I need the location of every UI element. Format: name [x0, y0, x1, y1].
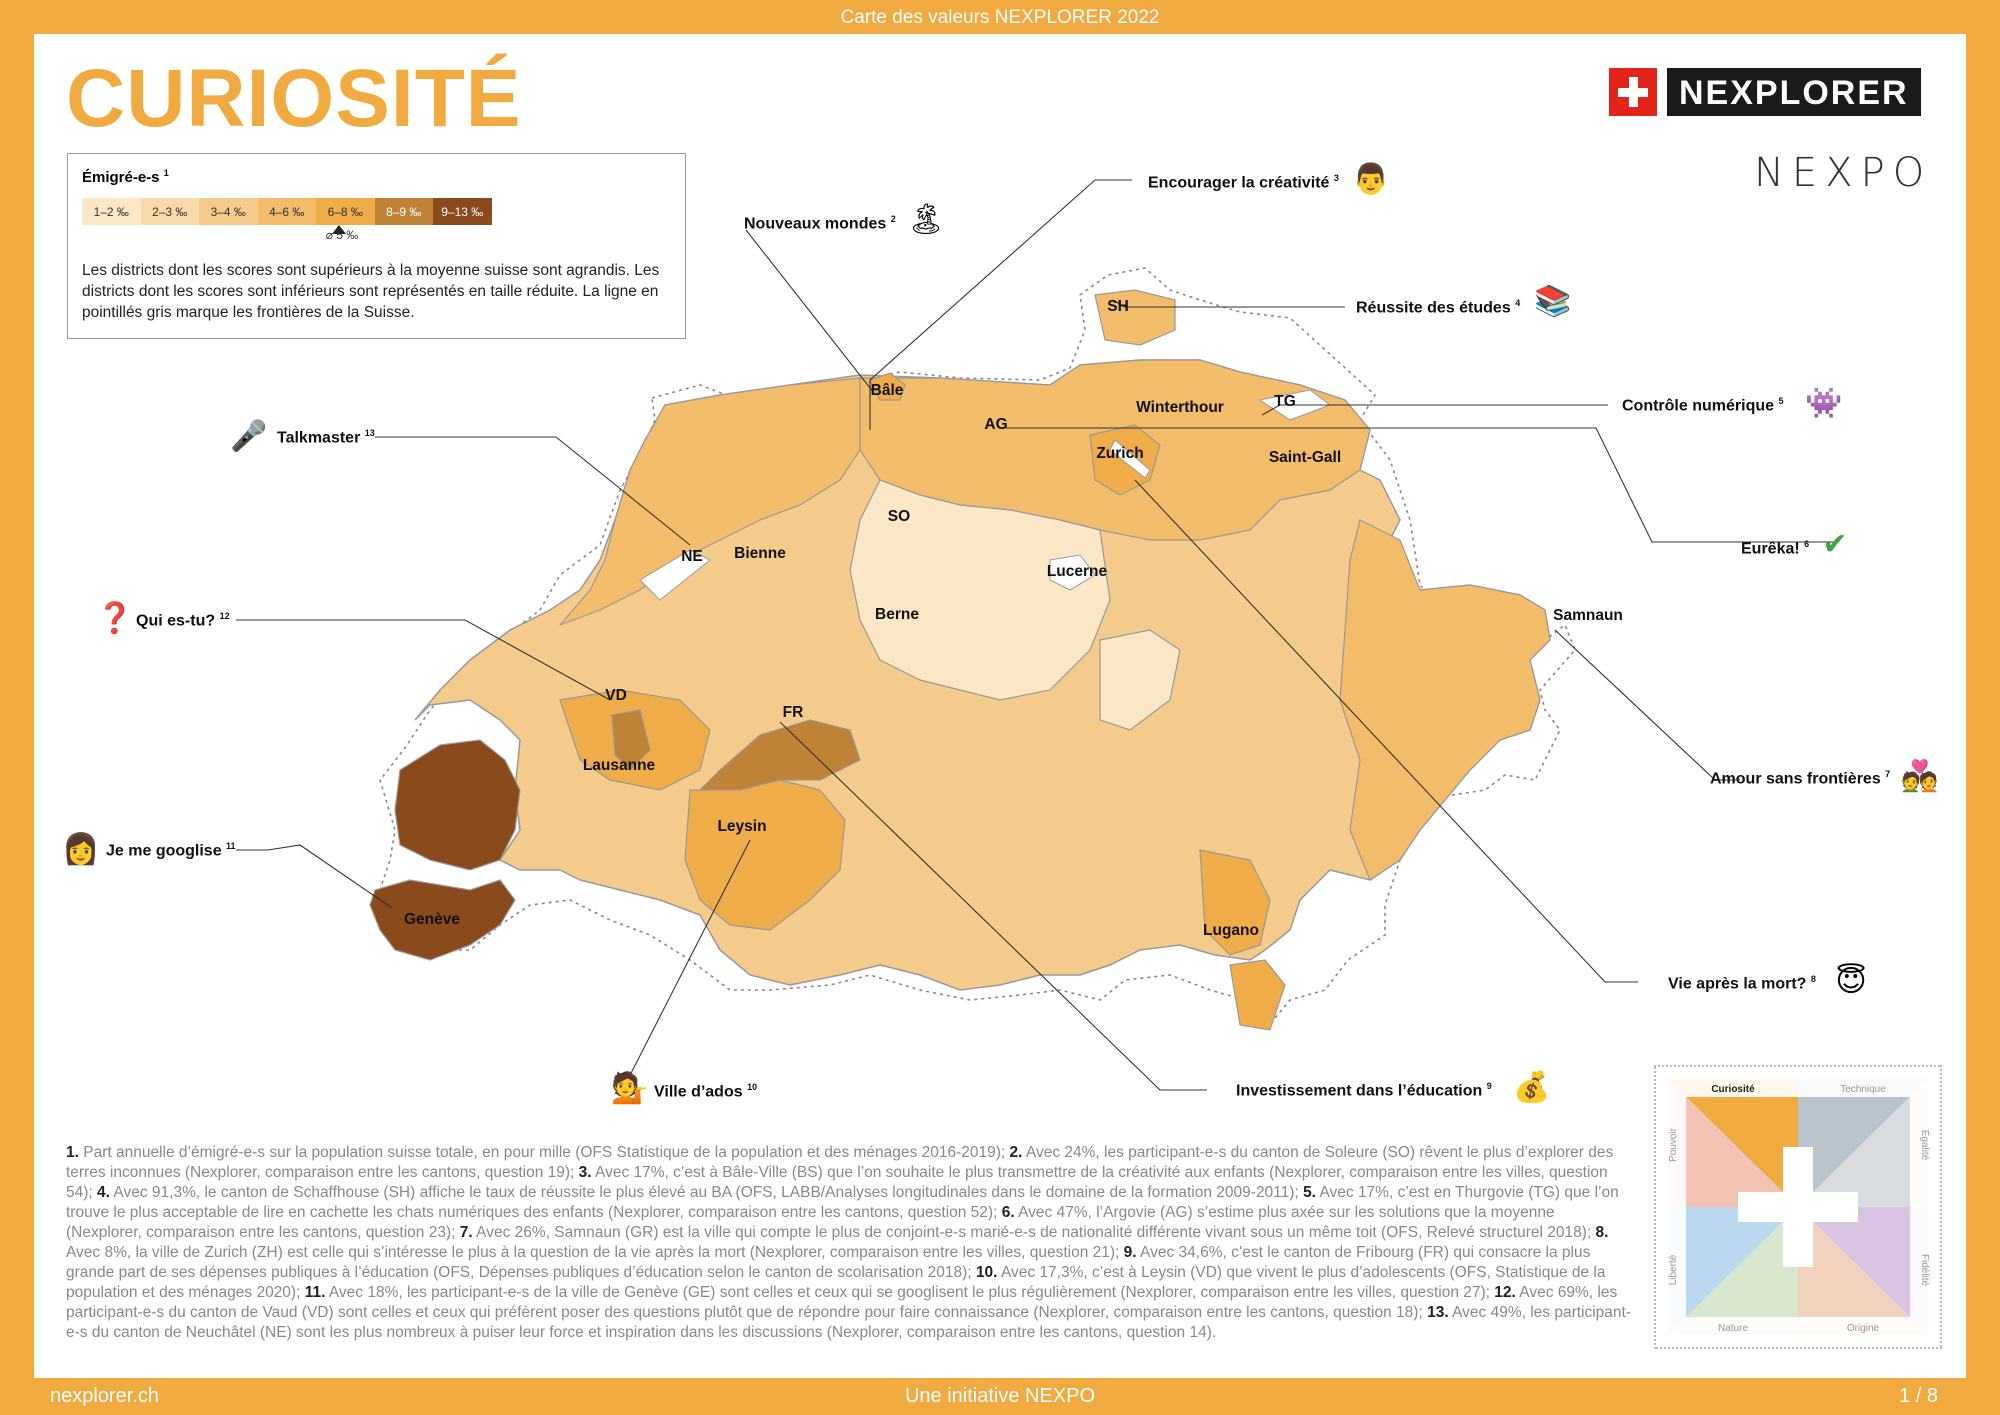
place-label-saint-gall: Saint-Gall	[1268, 449, 1342, 466]
initiative-text: Une initiative NEXPO	[904, 1385, 1096, 1407]
place-label-ag: AG	[984, 416, 1008, 433]
legend-average: ⌀ 5 ‰	[325, 228, 359, 242]
place-label-geneve: Genève	[403, 911, 461, 928]
footnote: 11. Avec 18%, les participant-e-s de la ville de Genève (GE) sont celles et ceux qui se googlisent le plus régulièrement (Nexplorer, comparaison entre les villes, question 27);	[304, 1284, 1490, 1301]
annotation-controle-numerique: Contrôle numérique $^5$	[1622, 396, 1784, 415]
wheel-label-technique: Technique	[1840, 1084, 1886, 1095]
legend-swatch: 4–6 ‰	[258, 198, 317, 225]
wheel-label-fidelite: Fidélité	[1919, 1253, 1930, 1287]
books-icon: 📚	[1534, 284, 1572, 319]
footnote: 13. Avec 49%, les participant-e-s du canton de Neuchâtel (NE) sont les plus nombreux à puiser leur force et inspiration dans les discussions (Nexplorer, comparaison entre les cantons, question 14).	[66, 1304, 1632, 1341]
nexpo-logo: NEXPO	[1754, 150, 1933, 196]
legend-swatch: 1–2 ‰	[82, 198, 141, 225]
annotation-amour: Amour sans frontières $^7$	[1710, 769, 1891, 788]
legend-swatch: 2–3 ‰	[141, 198, 200, 225]
legend-swatch: 8–9 ‰	[375, 198, 434, 225]
footnote: 5. Avec 17%, c’est en Thurgovie (TG) que l’on trouve le plus acceptable de lire en cachette les chats numériques des enfants (Nexplorer, comparaison entre les cantons, question 52);	[66, 1184, 1619, 1221]
island-icon: 🏝	[907, 202, 946, 237]
footnote: 6. Avec 47%, l’Argovie (AG) s’estime plus axée sur les solutions que la moyenne (Nexplorer, comparaison entre les cantons, question 23);	[66, 1204, 1555, 1241]
footnote: 7. Avec 26%, Samnaun (GR) est la ville qui compte le plus de conjoint-e-s marié-e-s de nationalité différente vivant sous un même toit (OFS, Relevé structurel 2018);	[459, 1224, 1592, 1241]
footnote: 9. Avec 34,6%, c’est le canton de Fribourg (FR) qui consacre la plus grande part de ses dépenses publiques à l’éducation (OFS, Dépenses publiques d’éducation selon le canton de scolarisation 2018);	[66, 1244, 1591, 1281]
annotation-education: Investissement dans l’éducation $^9$	[1236, 1081, 1492, 1100]
place-label-lucerne: Lucerne	[1046, 563, 1108, 580]
artist-icon: 👨	[1352, 162, 1390, 197]
region-grisons	[1340, 520, 1550, 880]
legend-swatch: 6–8 ‰	[316, 198, 375, 225]
wheel-label-liberte: Liberté	[1668, 1254, 1679, 1286]
annotation-ville-ados: Ville d’ados $^{10}$	[654, 1082, 758, 1101]
money-bag-icon: 💰	[1513, 1070, 1551, 1105]
wheel-label-nature: Nature	[1717, 1323, 1749, 1334]
footnote: 2. Avec 24%, les participant-e-s du canton de Soleure (SO) rêvent le plus d’explorer des terres inconnues (Nexplorer, comparaison entre les cantons, question 19);	[66, 1144, 1614, 1181]
footnote: 12. Avec 69%, les participant-e-s du canton de Vaud (VD) sont celles et ceux qui préfèrent poser des questions plutôt que de répondre pour faire connaissance (Nexplorer, comparaison entre les cantons, question 18);	[66, 1284, 1618, 1321]
annotation-googlise: Je me googlise $^{11}$	[106, 841, 236, 860]
page-number: 1 / 8	[1899, 1385, 1938, 1407]
legend-swatch: 9–13 ‰	[433, 198, 492, 225]
microphone-icon: 🎤	[230, 419, 268, 454]
place-label-zurich: Zurich	[1096, 445, 1144, 462]
person-laptop-icon: 👩	[62, 832, 100, 867]
nexplorer-wordmark: NEXPLORER	[1667, 68, 1921, 116]
angel-face-icon: 😇	[1835, 964, 1867, 999]
place-label-leysin: Leysin	[717, 818, 767, 835]
teen-girl-icon: 💁	[611, 1071, 649, 1106]
couple-heart-icon: 💑	[1901, 759, 1939, 794]
place-label-bale: Bâle	[870, 382, 904, 399]
place-label-bienne: Bienne	[734, 545, 786, 562]
place-label-so: SO	[887, 508, 911, 525]
place-label-fr: FR	[782, 704, 804, 721]
wheel-label-egalite: Égalité	[1919, 1129, 1930, 1161]
place-label-lugano: Lugano	[1203, 922, 1259, 939]
place-label-vd: VD	[605, 687, 627, 704]
check-mark-icon: ✔	[1822, 527, 1848, 562]
footnote: 4. Avec 91,3%, le canton de Schaffhouse (SH) affiche le taux de réussite le plus élevé au BA (OFS, LABB/Analyses longitudinales dans le domaine de la formation 2009-2011);	[97, 1184, 1299, 1201]
place-label-ne: NE	[681, 548, 703, 565]
region-lugano-south	[1230, 960, 1285, 1030]
page-title: CURIOSITÉ	[66, 53, 522, 144]
annotation-reussite: Réussite des études $^4$	[1356, 298, 1521, 317]
footnotes	[66, 1143, 1634, 1343]
question-mark-icon: ❓	[96, 601, 134, 636]
place-label-tg: TG	[1274, 393, 1296, 410]
wheel-label-curiosite: Curiosité	[1711, 1084, 1755, 1095]
top-banner: Carte des valeurs NEXPLORER 2022	[840, 7, 1160, 28]
place-label-sh: SH	[1107, 298, 1129, 315]
annotation-creativite: Encourager la créativité $^3$	[1148, 173, 1339, 192]
annotation-nouveaux-mondes: Nouveaux mondes $^2$	[744, 214, 896, 233]
legend-swatch: 3–4 ‰	[199, 198, 258, 225]
region-geneva-north	[395, 740, 520, 870]
place-label-berne: Berne	[875, 606, 919, 623]
annotation-talkmaster: Talkmaster $^{13}$	[277, 428, 375, 447]
footnote: 10. Avec 17,3%, c’est à Leysin (VD) que vivent le plus d’adolescents (OFS, Statistique de la population et des ménages 2020);	[66, 1264, 1606, 1301]
legend-title: Émigré-e-s $^1$	[82, 168, 169, 186]
footnote: 8. Avec 8%, la ville de Zurich (ZH) est celle qui s’intéresse le plus à la question de la vie après la mort (Nexplorer, comparaison entre les villes, question 21);	[66, 1224, 1609, 1261]
wheel-label-origine: Origine	[1846, 1323, 1880, 1334]
footnote: 1. Part annuelle d’émigré-e-s sur la population suisse totale, en pour mille (OFS Statistique de la population et des ménages 2016-2019);	[66, 1144, 1006, 1161]
annotation-eureka: Eurêka! $^6$	[1741, 539, 1810, 558]
annotation-qui-es-tu: Qui es-tu? $^{12}$	[136, 611, 230, 630]
footnote: 3. Avec 17%, c’est à Bâle-Ville (BS) que l’on souhaite le plus transmettre de la créativité aux enfants (Nexplorer, comparaison entre les villes, question 54);	[66, 1164, 1608, 1201]
place-label-winterthour: Winterthour	[1136, 399, 1224, 416]
legend-description: Les districts dont les scores sont supérieurs à la moyenne suisse sont agrandis. Les districts dont les scores sont inférieurs sont représentés en taille réduite. La ligne en pointillés gris marque les frontières de la Suisse.	[82, 262, 660, 321]
annotation-vie-apres-mort: Vie après la mort? $^8$	[1668, 974, 1816, 993]
website-link[interactable]: nexplorer.ch	[50, 1385, 159, 1407]
place-label-lausanne: Lausanne	[582, 757, 656, 774]
wheel-label-pouvoir: Pouvoir	[1668, 1128, 1679, 1162]
alien-monster-icon: 👾	[1805, 386, 1843, 421]
values-compass	[1654, 1065, 1942, 1349]
place-label-samnaun: Samnaun	[1553, 607, 1623, 624]
